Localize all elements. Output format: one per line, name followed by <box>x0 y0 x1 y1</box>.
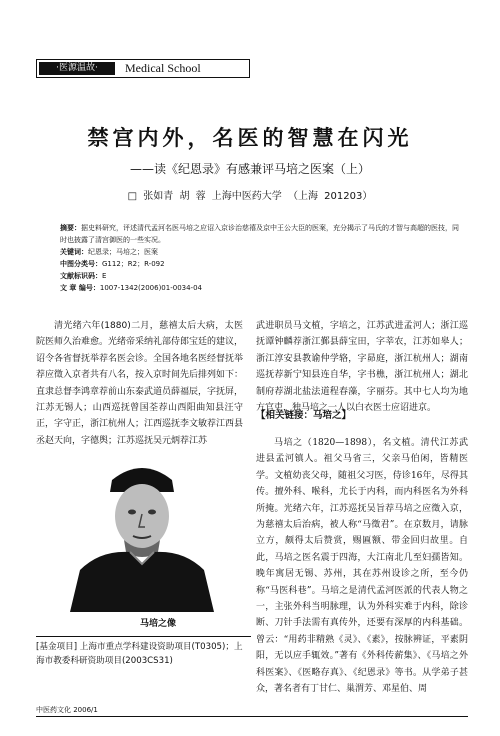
article-no-text: 1007-1342(2006)01-0034-04 <box>99 284 202 292</box>
abstract-text: 据史料研究，评述清代孟河名医马培之应诏入京诊治慈禧及京中王公大臣的医案，充分揭示了马氏的才智与高超的医技，同时也披露了清宫御医的一些实况。 <box>60 224 459 244</box>
column-name: Medical School <box>125 61 201 75</box>
keywords-text: 纪恩录；马培之；医案 <box>88 248 158 256</box>
fund-note: [基金项目] 上海市重点学科建设资助项目(T0305)；上海市教委科研资助项目(2003CS31) <box>36 636 251 668</box>
article-authors: □ 张如青 胡 蓉 上海中医药大学 （上海 201203） <box>127 191 373 202</box>
doc-text: E <box>102 272 107 280</box>
article-no-label: 文 章 编号： <box>60 284 100 292</box>
article-number <box>60 282 460 294</box>
body-paragraph-continued: 武进职员马文植，字培之，江苏武进孟河人；浙江巡抚谭钟麟荐浙江鄞县薛宝田，字莘农，江苏如皋人；浙江淳安县教谕仲学辂，字昴庭，浙江杭州人；湖南巡抚荐新宁知县连自华，字书樵，浙江杭州人；湖北制府荐湖北盐法道程春藻，字丽芬。其中七人均为地方官吏，独马培之一人以白衣医士应诏进京。 <box>256 321 468 414</box>
clc-text: G112；R2；R-092 <box>102 260 165 268</box>
abstract-label: 摘要： <box>60 224 81 232</box>
clc-number <box>60 258 460 270</box>
section-tag: ·医源温故· <box>39 62 115 75</box>
body-paragraph: 清光绪六年(1880)二月，慈禧太后大病，太医院医师久治难愈。光绪帝采纳礼部侍郎宝廷的建议，诏令各省督抚举荐名医会诊。全国各地名医经督抚举荐应徵入京者共有八名，按入京时间先后排列如下：直隶总督李鸿章荐前山东泰武道员薛福辰，字抚屏，江苏无锡人；山西巡抚曾国荃荐山西阳曲知县汪守正，字守正，浙江杭州人；江西巡抚李文敏荐江西县丞赵天向，字德舆；江苏巡抚吴元炳荐江苏 <box>36 321 244 446</box>
document-code <box>60 270 460 282</box>
abstract <box>60 222 460 246</box>
article-title: 禁宫内外，名医的智慧在闪光 <box>87 125 413 150</box>
article-subtitle: ——读《纪恩录》有感兼评马培之医案（上） <box>129 162 370 176</box>
portrait-caption: 马培之像 <box>140 619 177 629</box>
biography-paragraph: 马培之（1820—1898），名文植。清代江苏武进县孟河镇人。祖父马省三，父亲马伯闲，皆精医学。文植幼丧父母，随祖父习医，侍诊16年，尽得其传。擅外科、喉科，尤长于内科，而内科医名为外科所掩。光绪六年，江苏巡抚吴旨荐马培之应徵入京，为慈禧太后治病，被人称“马徵君”。在京数月，请脉立方，颇得太后赞赏，赐匾额、带金回归故里。自此，马培之医名震于四海，大江南北几至妇孺皆知。晚年寓居无锡、苏州，其在苏州设诊之所，至今仍称“马医科巷”。马培之是清代孟河医派的代表人物之一，主张外科当明脉理，认为外科实难于内科，除诊断、刀针手法需有真传外，还要有深厚的内科基础。曾云：“用药非精熟《灵》、《素》，按脉辨证，平素阴阳，无以应手辄效。”著有《外科传薪集》、《马培之外科医案》、《医略存真》、《纪恩录》等书。从学弟子甚众，著名者有丁甘仁、巢渭芳、邓星伯、周 <box>256 438 468 695</box>
clc-label: 中图分类号： <box>60 260 102 268</box>
right-column-text <box>256 318 468 416</box>
related-link-heading: 【相关链接：马培之】 <box>256 410 352 421</box>
page-footer: 中医药文化 2006/1 <box>36 706 98 714</box>
portrait-drawing <box>50 452 234 612</box>
keywords-label: 关键词： <box>60 248 88 256</box>
column-header <box>36 59 250 78</box>
footer-rule <box>36 716 468 717</box>
left-column-text <box>36 318 243 449</box>
portrait-image <box>50 452 234 612</box>
keywords <box>60 246 460 258</box>
biography-text <box>256 435 468 698</box>
doc-label: 文献标识码： <box>60 272 102 280</box>
